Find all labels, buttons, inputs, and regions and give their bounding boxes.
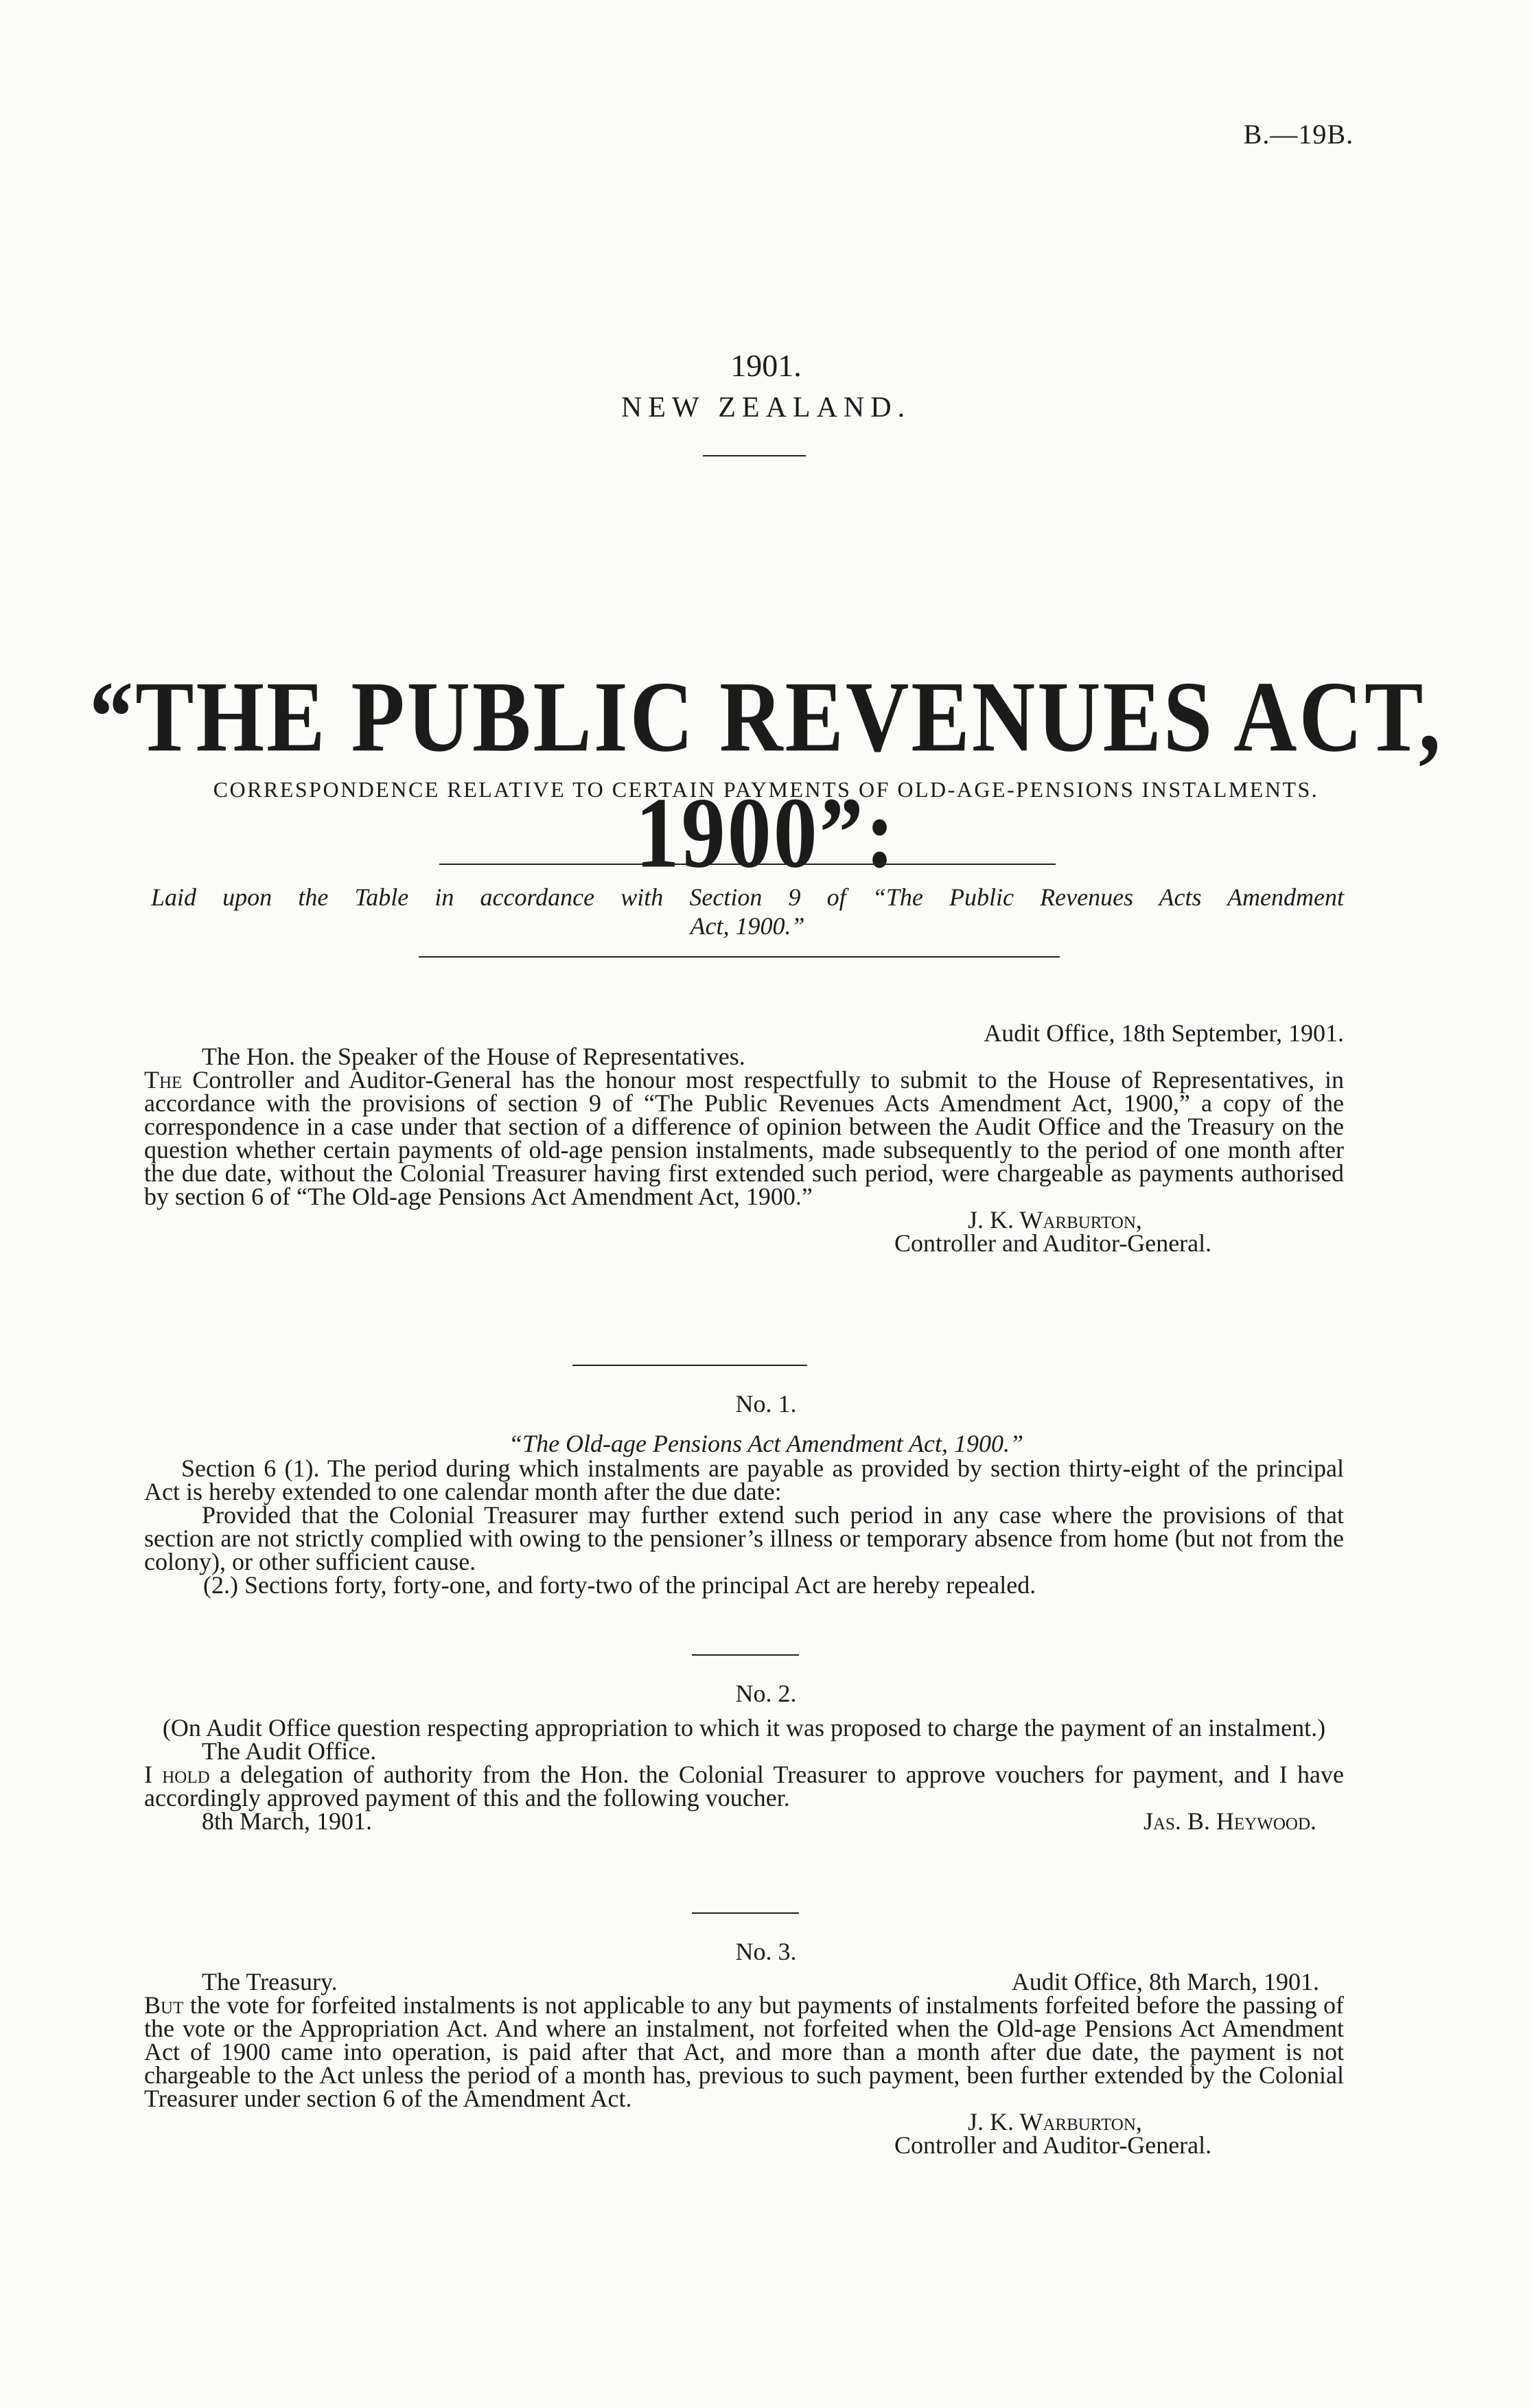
paper-reference: B.—19B.	[1243, 119, 1354, 150]
document-title: “THE PUBLIC REVENUES ACT, 1900”:	[89, 660, 1443, 889]
letter-opening: The	[144, 1066, 183, 1093]
no2-body	[144, 1763, 1344, 1809]
laid-line-2: Act, 1900.”	[690, 912, 805, 940]
no2-opening: I hold	[144, 1761, 210, 1788]
no3-opening: But	[144, 1991, 184, 2019]
no1-section-6-2: (2.) Sections forty, forty-one, and forty-two of the principal Act are hereby repealed.	[203, 1571, 1036, 1599]
no3-body	[144, 1993, 1344, 2110]
no3-place-date: Audit Office, 8th March, 1901.	[1011, 1968, 1319, 1995]
covering-letter	[144, 1021, 1344, 1255]
no1-extract	[144, 1457, 1344, 1597]
no3-heading: No. 3.	[735, 1938, 797, 1965]
letter-addressee: The Hon. the Speaker of the House of Representatives.	[202, 1043, 745, 1070]
no2-date-signature-row	[144, 1809, 1344, 1833]
no2-body-text: a delegation of authority from the Hon. the Colonial Treasurer to approve vouchers for payment, and I have accordingly approved payment of this and the following voucher.	[144, 1761, 1345, 1811]
laid-upon-table-notice	[151, 883, 1344, 940]
no2-signature: Jas. B. Heywood.	[1143, 1807, 1316, 1835]
document-year: 1901.	[730, 348, 802, 383]
no1-proviso: Provided that the Colonial Treasurer may further extend such period in any case where the provisions of that section are not strictly complied with owing to the pensioner’s illness or temporary absence from home (but not from the colony), or other sufficient cause.	[144, 1501, 1344, 1575]
no1-heading: No. 1.	[735, 1390, 797, 1417]
no1-section-6-1: Section 6 (1). The period during which instalments are payable as provided by section thirty-eight of the principal Act is hereby extended to one calendar month after the due date:	[144, 1455, 1344, 1505]
no3-body-text: the vote for forfeited instalments is not applicable to any but payments of instalments forfeited before the passing of the vote or the Appropriation Act. And where an instalment, not forfeited when the Old-age Pensions Act Amendment Act of 1900 came into operation, is paid after that Act, and more than a month after due date, the payment is not chargeable to the Act unless the period of a month has, previous to such payment, been further extended by the Colonial Treasurer under section 6 of the Amendment Act.	[144, 1991, 1344, 2112]
no2-addressee: The Audit Office.	[202, 1737, 377, 1765]
no3-signature: J. K. Warburton,	[968, 2108, 1142, 2135]
letter-signature-title: Controller and Auditor-General.	[894, 1229, 1212, 1257]
no2-date: 8th March, 1901.	[202, 1807, 372, 1835]
laid-top-divider	[439, 864, 1056, 865]
laid-bottom-divider	[419, 956, 1060, 958]
no3-address-row	[144, 1970, 1344, 1993]
no2-letter	[144, 1716, 1344, 1833]
letter-place-date: Audit Office, 18th September, 1901.	[984, 1019, 1344, 1047]
no2-note: (On Audit Office question respecting appropriation to which it was proposed to charge the payment of an instalment.)	[162, 1714, 1326, 1741]
document-country: NEW ZEALAND.	[620, 392, 912, 424]
letter-body-text: Controller and Auditor-General has the honour most respectfully to submit to the House of Representatives, in accordance with the provisions of section 9 of “The Public Revenues Acts Amendment Act, 1900,” a copy of the correspondence in a case under that section of a difference of opinion between the Audit Office and the Treasury on the question whether certain payments of old-age pension instalments, made subsequently to the period of one month after the due date, without the Colonial Treasurer having first extended such period, were chargeable as payments authorised by section 6 of “The Old-age Pensions Act Amendment Act, 1900.”	[144, 1066, 1344, 1210]
section-divider-1	[572, 1365, 807, 1366]
header-divider	[703, 455, 806, 456]
section-divider-3	[692, 1912, 799, 1914]
no3-letter	[144, 1970, 1344, 2157]
laid-line-1: Laid upon the Table in accordance with Section 9 of “The Public Revenues Acts Amendment	[151, 883, 1344, 911]
no1-act-title: “The Old-age Pensions Act Amendment Act, 1900.”	[509, 1430, 1023, 1457]
section-divider-2	[692, 1654, 799, 1656]
letter-body	[144, 1068, 1344, 1208]
no2-heading: No. 2.	[735, 1680, 797, 1707]
no3-signature-title: Controller and Auditor-General.	[894, 2131, 1212, 2159]
no3-addressee: The Treasury.	[202, 1968, 338, 1995]
document-subtitle: CORRESPONDENCE RELATIVE TO CERTAIN PAYMENTS OF OLD-AGE-PENSIONS INSTALMENTS.	[213, 777, 1319, 802]
letter-signature: J. K. Warburton,	[968, 1206, 1142, 1234]
